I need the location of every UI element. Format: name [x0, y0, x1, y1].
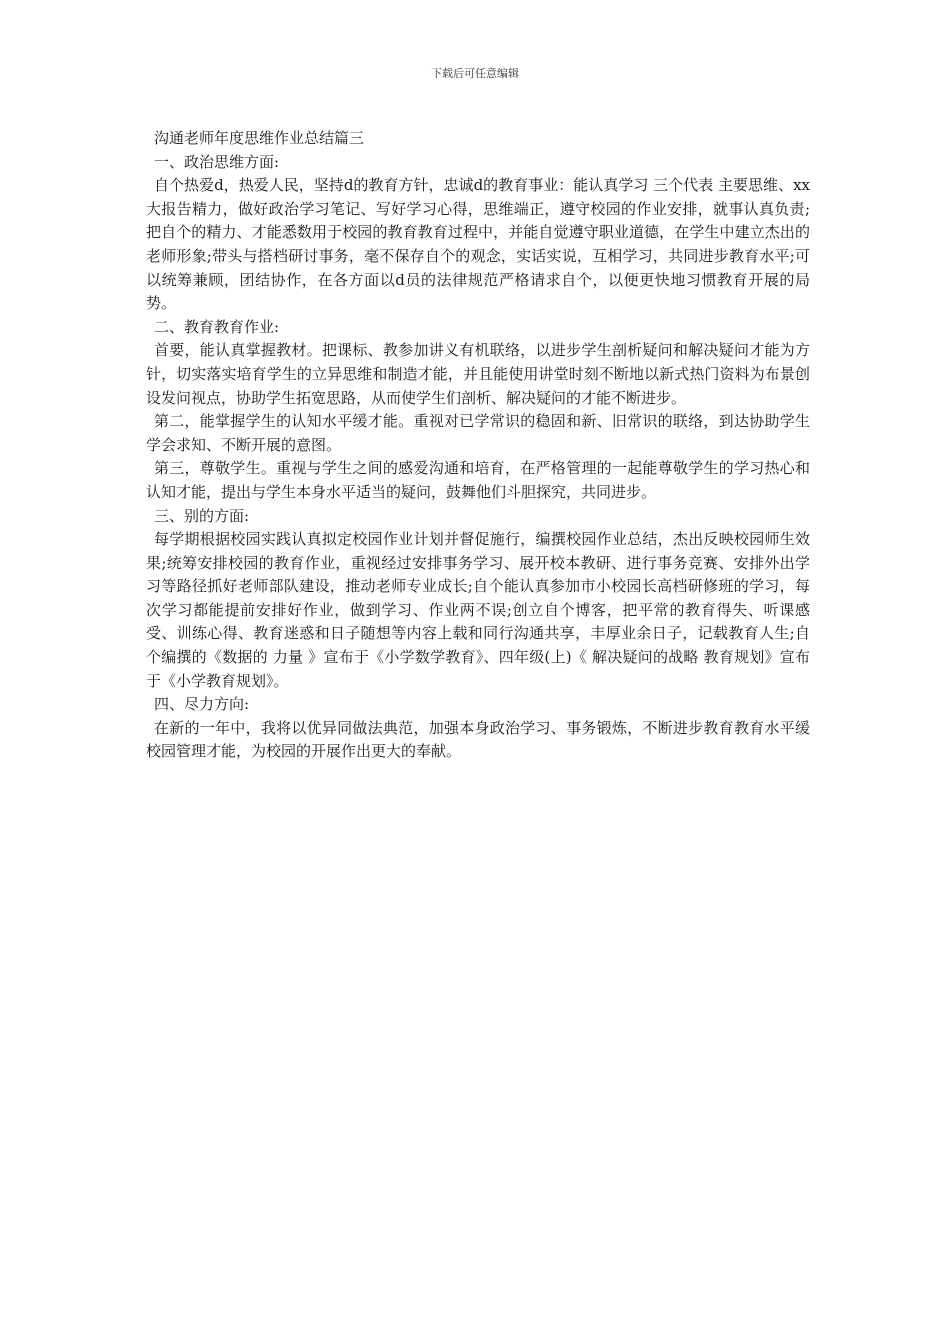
section-heading-politics: 一、政治思维方面:	[154, 152, 280, 171]
paragraph-direction: 在新的一年中，我将以优异同做法典范，加强本身政治学习、事务锻炼，不断进步教育教育水平缓校园管理才能，为校园的开展作出更大的奉献。	[146, 718, 810, 761]
document-title: 沟通老师年度思维作业总结篇三	[154, 129, 365, 147]
header-note: 下载后可任意编辑	[431, 67, 519, 80]
paragraph-teaching-1: 首要，能认真掌握教材。把课标、教参加讲义有机联络，以进步学生剖析疑问和解决疑问才能为方针，切实落实培育学生的立异思维和制造才能，并且能使用讲堂时刻不断地以新式热门资料为布景创设发问视点，协助学生拓宽思路，从而使学生们剖析、解决疑问的才能不断进步。	[146, 341, 810, 407]
section-heading-teaching: 二、教育教育作业:	[154, 317, 280, 336]
section-heading-other: 三、别的方面:	[154, 506, 250, 525]
paragraph-teaching-3: 第三，尊敬学生。重视与学生之间的感爱沟通和培育，在严格管理的一起能尊敬学生的学习热心和认知才能，提出与学生本身水平适当的疑问，鼓舞他们斗胆探究，共同进步。	[146, 459, 810, 501]
document-body	[146, 127, 810, 764]
section-heading-direction: 四、尽力方向:	[154, 695, 250, 714]
paragraph-teaching-2: 第二，能掌握学生的认知水平缓才能。重视对已学常识的稳固和新、旧常识的联络，到达协助学生学会求知、不断开展的意图。	[146, 412, 810, 454]
paragraph-other: 每学期根据校园实践认真拟定校园作业计划并督促施行，编撰校园作业总结，杰出反映校园师生效果;统筹安排校园的教育作业，重视经过安排事务学习、展开校本教研、进行事务竞赛、安排外出学习等路径抓好老师部队建设，推动老师专业成长;自个能认真参加市小校园长高档研修班的学习，每次学习都能提前安排好作业，做到学习、作业两不误;创立自个博客，把平常的教育得失、听课感受、训练心得、教育迷惑和日子随想等内容上载和同行沟通共享，丰厚业余日子，记载教育人生;自个编撰的《数据的 力量 》宣布于《小学数学教育》、四年级(上)《 解决疑问的战略 教育规划》宣布于《小学教育规划》。	[146, 530, 810, 690]
paragraph-politics: 自个热爱d，热爱人民，坚持d的教育方针，忠诚d的教育事业：能认真学习 三个代表 主要思维、xx大报告精力，做好政治学习笔记、写好学习心得，思维端正，遵守校园的作业安排，就事认真负责;把自个的精力、才能悉数用于校园的教育教育过程中，并能自觉遵守职业道德，在学生中建立杰出的老师形象;带头与搭档研讨事务，毫不保存自个的观念，实话实说，互相学习，共同进步教育水平;可以统筹兼顾，团结协作，在各方面以d员的法律规范严格请求自个，以便更快地习惯教育开展的局势。	[146, 176, 810, 313]
